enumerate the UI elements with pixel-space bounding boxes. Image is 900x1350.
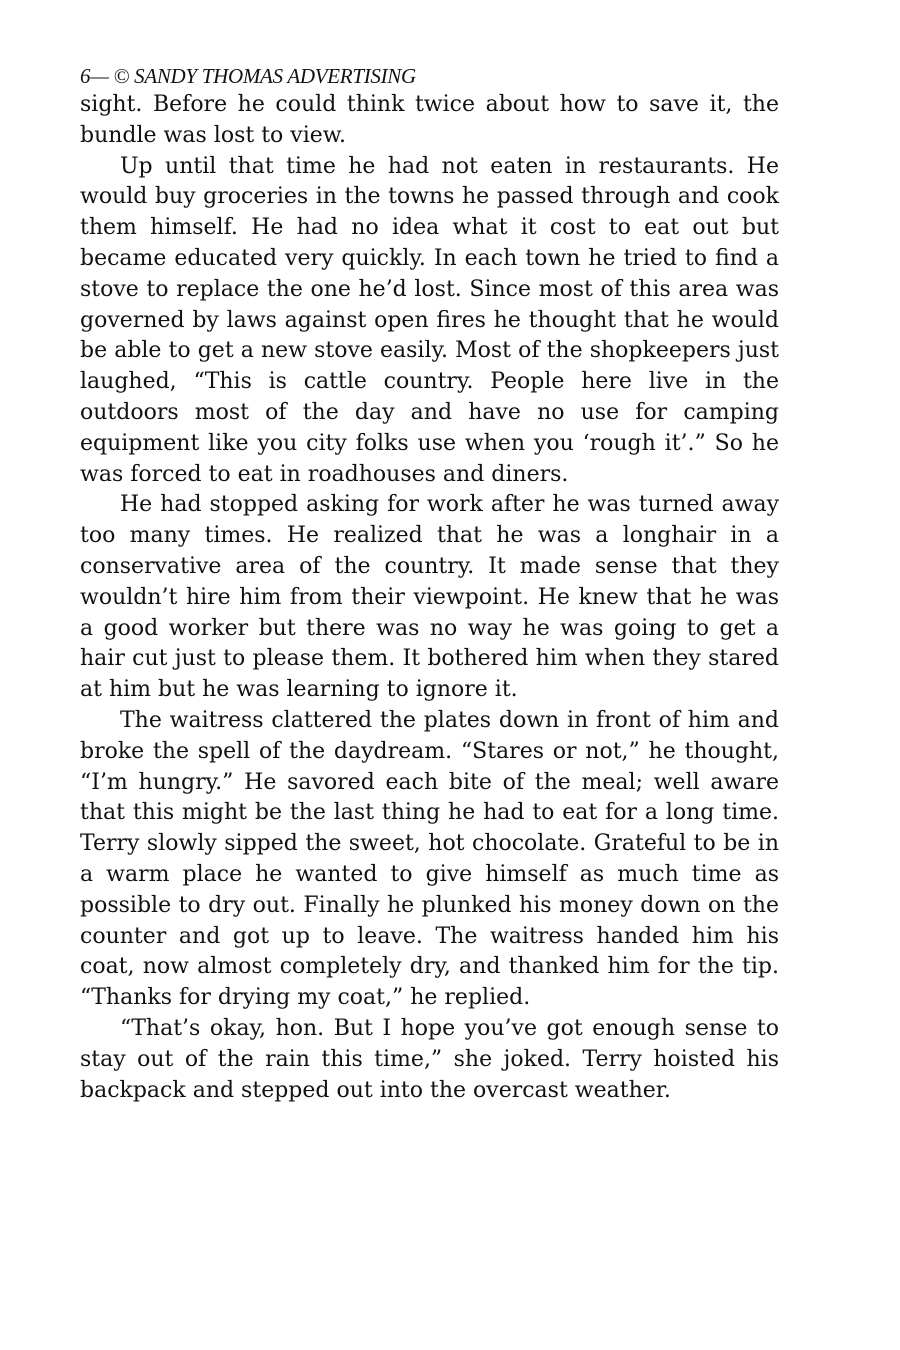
paragraph-work: He had stopped asking for work after he was turned away too many times. He realized that he was a longhair in a conservative area of the country. It made sense that they wouldn’t hire him from their viewpoint. He knew that he was a good worker but there was no way he was going to get a hair cut just to please them. It bothered him when they stared at him but he was learning to ignore it. (80, 492, 779, 703)
paragraph-waitress: The waitress clattered the plates down in front of him and broke the spell of the daydream. “Stares or not,” he thought, “I’m hungry.” He savored each bite of the meal; well aware that this might be the last thing he had to eat for a long time. Terry slowly sipped the sweet, hot chocolate. Grateful to be in a warm place he wanted to give himself as much time as possible to dry out. Finally he plunked his money down on the counter and got up to leave. The waitress handed him his coat, now almost completely dry, and thanked him for the tip. “Thanks for drying my coat,” he replied. (80, 707, 779, 1011)
paragraph-departure: “That’s okay, hon. But I hope you’ve got enough sense to stay out of the rain this time,” she joked. Terry hoisted his backpack and stepped out into the overcast weather. (80, 1015, 779, 1103)
running-head: 6— © SANDY THOMAS ADVERTISING (80, 64, 416, 88)
paragraph-restaurants: Up until that time he had not eaten in restaurants. He would buy groceries in the towns he passed through and cook them himself. He had no idea what it cost to eat out but became educated very quickly. In each town he tried to find a stove to replace the one he’d lost. Since most of this area was governed by laws against open fires he thought that he would be able to get a new stove easily. Most of the shopkeepers just laughed, “This is cattle country. People here live in the outdoors most of the day and have no use for camping equipment like you city folks use when you ‘rough it’.” So he was forced to eat in roadhouses and diners. (80, 153, 779, 487)
paragraph-continuation: sight. Before he could think twice about how to save it, the bundle was lost to view. (80, 92, 779, 148)
book-page (80, 62, 779, 1106)
